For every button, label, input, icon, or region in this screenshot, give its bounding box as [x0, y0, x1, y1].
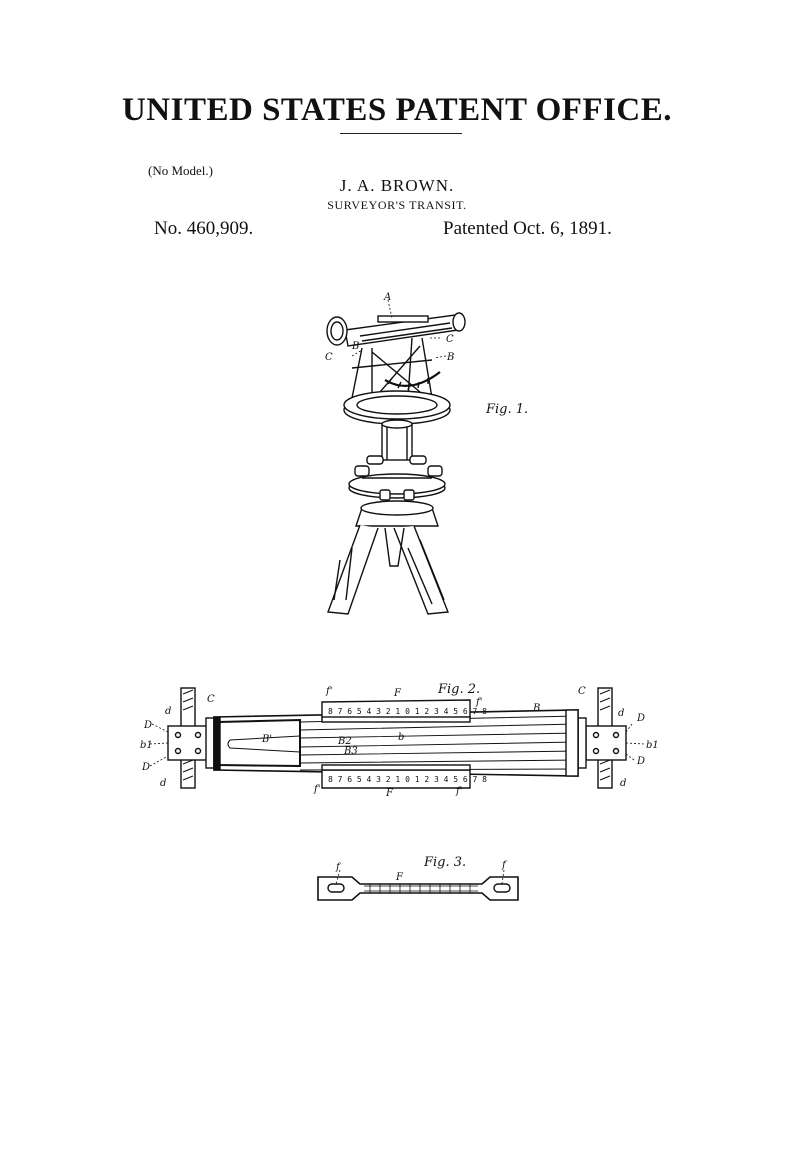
inventor-label: Inventor [565, 927, 639, 947]
witness-2-signature: J. C. Wilson [120, 983, 267, 1010]
fig1-ref-C-right: C [446, 334, 454, 345]
fig2-ref-d-2: d [160, 778, 167, 789]
fig3-ref-f-right: f [502, 860, 506, 871]
fig2-ref-b: b [398, 732, 405, 743]
fig1-ref-B-left: B [352, 341, 360, 352]
fig2-ref-B: B [533, 703, 541, 714]
fig2-ref-D-2: D [142, 762, 151, 773]
witnesses-label: Witnesses [120, 929, 217, 951]
fig2-ref-D-4: D [637, 756, 646, 767]
fig2-ref-d-3: d [618, 708, 625, 719]
fig3-ref-f-left: f [336, 862, 340, 873]
inventor-signature: James A. Brown [476, 948, 621, 969]
fig3-scale-strip-illustration [318, 870, 518, 900]
fig1-ref-C-left: C [325, 352, 333, 363]
fig2-ref-b1-left: b1 [140, 740, 153, 751]
fig3-ref-F: F [396, 872, 403, 883]
attorneys-label: Attorneys [545, 1004, 634, 1025]
fig2-level-illustration [168, 688, 626, 788]
fig1-transit-illustration [327, 313, 465, 614]
fig2-ref-C-right: C [578, 686, 586, 697]
attorneys-signature: Whitman & Wilkinson [488, 983, 666, 1002]
fig2-ref-F-top: F [394, 688, 401, 699]
office-heading: UNITED STATES PATENT OFFICE. [121, 92, 673, 128]
fig2-ref-B-prime: B' [262, 734, 273, 745]
patent-date: Patented Oct. 6, 1891. [443, 218, 612, 239]
fig2-ref-d-4: d [620, 778, 627, 789]
fig1-label: Fig. 1. [486, 402, 529, 417]
fig2-ref-d-1: d [165, 706, 172, 717]
fig2-ref-f-prime-3: f' [314, 784, 321, 795]
fig3-label: Fig. 3. [424, 855, 467, 870]
fig1-ref-B: B [447, 352, 455, 363]
model-note: (No Model.) [148, 163, 213, 178]
fig2-ref-f-prime-2: f' [476, 697, 483, 708]
fig2-ref-D-1: D [144, 720, 153, 731]
fig2-ref-b1-right: b1 [646, 740, 659, 751]
fig2-label: Fig. 2. [438, 682, 481, 697]
fig2-ref-F-bottom: F [386, 788, 393, 799]
fig2-ref-f-prime-1: f' [326, 686, 333, 697]
witness-1-signature: M. B. Harris [128, 957, 235, 977]
fig2-top-scale: 8 7 6 5 4 3 2 1 0 1 2 3 4 5 6 7 8 [328, 707, 487, 716]
fig1-ref-A: A [384, 292, 392, 303]
fig2-ref-B3: B3 [344, 746, 358, 757]
fig2-bottom-scale: 8 7 6 5 4 3 2 1 0 1 2 3 4 5 6 7 8 [328, 775, 487, 784]
invention-title: SURVEYOR'S TRANSIT. [327, 198, 467, 212]
patent-number: No. 460,909. [154, 218, 254, 239]
inventor-name: J. A. BROWN. [339, 176, 455, 195]
fig2-ref-B2: B2 [338, 736, 352, 747]
by-label: by [538, 969, 554, 984]
fig2-ref-D-3: D [637, 713, 646, 724]
fig2-ref-C-left: C [207, 694, 215, 705]
fig2-ref-f-prime-4: f' [456, 786, 463, 797]
